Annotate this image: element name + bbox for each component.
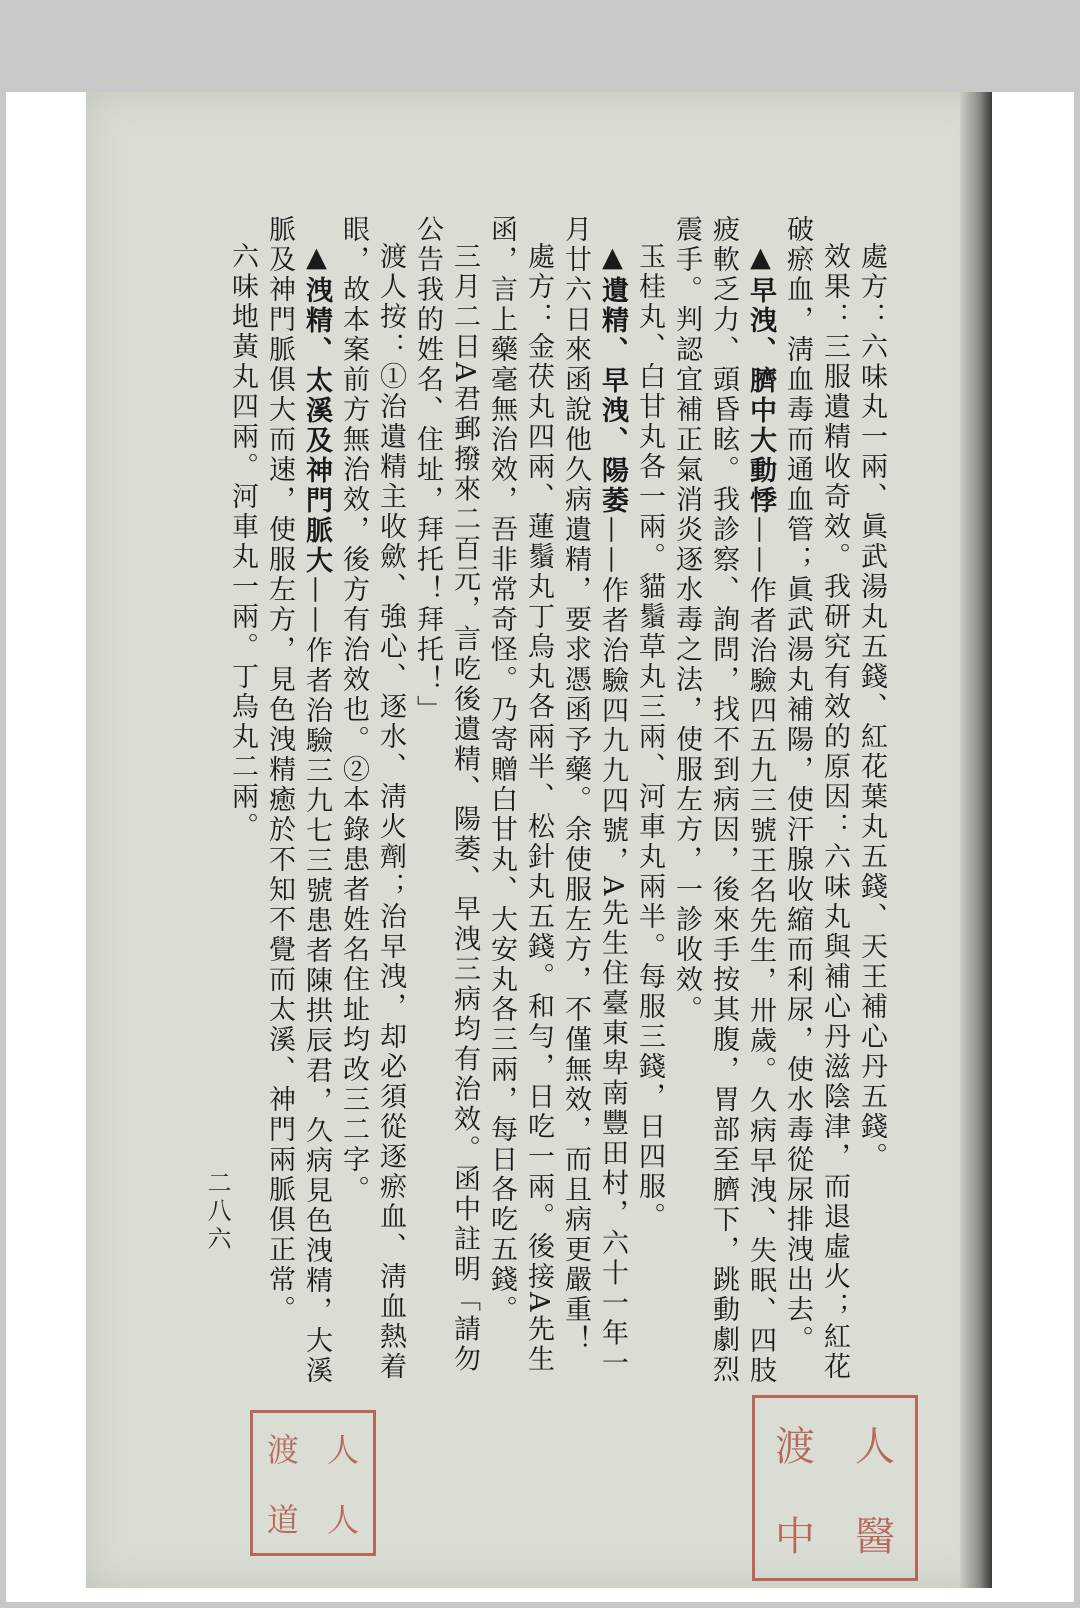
- paragraph-1: 處方：六味丸一兩、眞武湯丸五錢、紅花葉丸五錢、天王補心丹五錢。: [856, 242, 887, 1172]
- paragraph-5: ▲遺精、早洩、陽萎——作者治驗四九九四號，A先生住臺東卑南豐田村，六十一年一月廿六日來函說他久病遺精，要求憑函予藥。余使服左方，不僅無效，而且病更嚴重！: [560, 215, 628, 1379]
- paragraph-6: 處方：金茯丸四兩、蓮鬚丸丁烏丸各兩半、松針丸五錢。和勻，日吃一兩。後接A先生函，言上藥毫無治效，吾非常奇怪。乃寄贈白甘丸、大安丸各三兩，每日各吃五錢。: [486, 215, 554, 1375]
- paragraph-8: 渡人按：①治遺精主收歛、強心、逐水、淸火劑；治早洩，却必須從逐瘀血、淸血熱着眼，故本案前方無治效，後方有治效也。②本錄患者姓名住址均改三二字。: [338, 215, 406, 1382]
- seal-char: 人: [326, 1501, 359, 1539]
- seal-char: 道: [266, 1501, 299, 1539]
- seal-char: 渡: [775, 1423, 815, 1470]
- seal-char: 醫: [855, 1513, 895, 1560]
- paragraph-7: 三月二日A君郵撥來二百元，言吃後遺精、陽萎、早洩三病均有治效。函中註明「請勿公告我的姓名、住址，拜托！拜托！」: [412, 215, 480, 1375]
- paragraph-9: ▲洩精、太溪及神門脈大——作者治驗三九七三號患者陳拱辰君，久病見色洩精，大溪脈及神門脈俱大而速，使服左方，見色洩精癒於不知不覺而太溪、神門兩脈俱正常。: [264, 215, 332, 1386]
- paragraph-2: 效果：三服遺精收奇效。我研究有效的原因：六味丸與補心丹滋陰津，而退虛火；紅花破瘀血，淸血毒而通血管；眞武湯丸補陽，使汗腺收縮而利尿，使水毒從尿排洩出去。: [782, 215, 850, 1382]
- vertical-text-body: [170, 215, 890, 1395]
- page-number: 二八六: [203, 1170, 231, 1254]
- red-seal-stamp-right: [752, 1395, 918, 1581]
- seal-char: 人: [326, 1431, 359, 1469]
- book-spine: [960, 92, 992, 1588]
- red-seal-stamp-left: [250, 1410, 376, 1556]
- seal-char: 渡: [266, 1431, 299, 1469]
- paragraph-4: 玉桂丸、白甘丸各一兩。貓鬚草丸三兩、河車丸兩半。每服三錢，日四服。: [634, 242, 665, 1232]
- paragraph-3: ▲早洩、臍中大動悸——作者治驗四五九三號王名先生，卅歲。久病早洩、失眠、四肢疲軟乏力、頭昏眩。我診察、詢問，找不到病因，後來手按其腹，胃部至臍下，跳動劇烈震手。判認宜補正氣消炎逐水毒之法，使服左方，一診收效。: [671, 215, 776, 1386]
- seal-char: 中: [775, 1513, 815, 1560]
- paragraph-10: 六味地黃丸四兩。河車丸一兩。丁烏丸二兩。: [227, 242, 258, 842]
- seal-char: 人: [855, 1423, 895, 1470]
